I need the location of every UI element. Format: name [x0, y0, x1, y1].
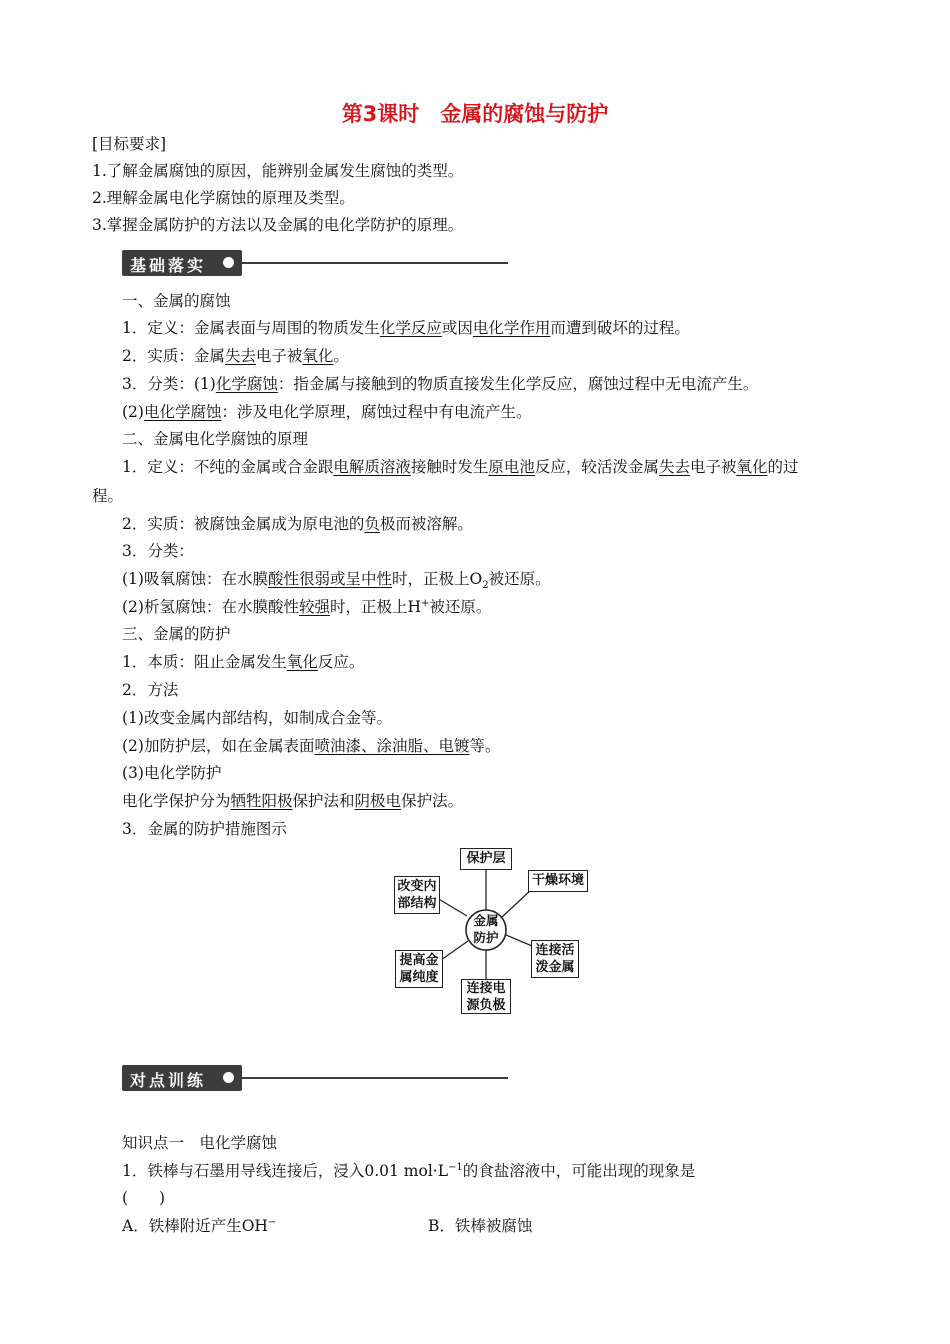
principle-definition-line: 1．定义：不纯的金属或合金跟电解质溶液接触时发生原电池反应，较活泼金属失去电子被氧化的过 [122, 458, 799, 476]
principle-classification: 3．分类： [122, 542, 194, 560]
definition-line: 1．定义：金属表面与周围的物质发生化学反应或因电化学作用而遭到破坏的过程。 [122, 319, 690, 337]
classification-line: 3．分类：(1)化学腐蚀：指金属与接触到的物质直接发生化学反应，腐蚀过程中无电流产生。 [122, 375, 759, 393]
section-banner-practice [122, 1065, 508, 1091]
oxygen-corrosion-line: (1)吸氧腐蚀：在水膜酸性很弱或呈中性时，正极上$O_2$被还原。 [122, 570, 551, 592]
method-line: (2)加防护层，如在金属表面喷油漆、涂油脂、电镀等。 [122, 737, 501, 755]
page-title: 第3课时 金属的腐蚀与防护 [341, 102, 609, 126]
diagram-caption: 3．金属的防护措施图示 [122, 820, 287, 838]
essence-line: 2．实质：金属失去电子被氧化。 [122, 347, 349, 365]
goal-item: 1.了解金属腐蚀的原因，能辨别金属发生腐蚀的类型。 [92, 162, 464, 180]
bullet-dot-icon [223, 1072, 234, 1083]
banner-rule [242, 1077, 508, 1079]
hydrogen-corrosion-line: (2)析氢腐蚀：在水膜酸性较强时，正极上H+被还原。 [122, 597, 492, 616]
node-connect-active-metal: 连接活 泼金属 [531, 940, 579, 978]
banner-label: 对点训练 [130, 1071, 207, 1090]
node-change-structure: 改变内 部结构 [394, 876, 440, 914]
goal-item: 2.理解金属电化学腐蚀的原理及类型。 [92, 189, 355, 207]
option-a: A．铁棒附近产生OH− [122, 1216, 277, 1235]
answer-blank: ( ) [122, 1189, 166, 1207]
question-1: 1．铁棒与石墨用导线连接后，浸入0.01 $mol\cdot L^{-1}$的食盐溶液中，可能出现的现象是 [122, 1161, 696, 1180]
node-connect-negative: 连接电 源负极 [461, 979, 511, 1014]
method-line: (3)电化学防护 [122, 764, 222, 782]
banner-label: 基础落实 [130, 256, 207, 275]
option-b: B．铁棒被腐蚀 [428, 1217, 533, 1235]
goal-item: 3.掌握金属防护的方法以及金属的电化学防护的原理。 [92, 216, 464, 234]
methods-heading: 2．方法 [122, 681, 179, 699]
node-dry-environment: 干燥环境 [528, 870, 588, 892]
electrochem-protection-line: 电化学保护分为牺牲阳极保护法和阴极电保护法。 [122, 792, 464, 810]
principle-definition-cont: 程。 [92, 487, 124, 505]
heading-protection: 三、金属的防护 [122, 625, 231, 643]
heading-corrosion: 一、金属的腐蚀 [122, 292, 231, 310]
node-protective-layer: 保护层 [460, 848, 512, 870]
center-label: 金属 防护 [473, 913, 499, 945]
heading-principle: 二、金属电化学腐蚀的原理 [122, 430, 309, 448]
node-improve-purity: 提高金 属纯度 [395, 950, 443, 988]
principle-essence-line: 2．实质：被腐蚀金属成为原电池的负极而被溶解。 [122, 515, 473, 533]
knowledge-point: 知识点一 电化学腐蚀 [122, 1134, 278, 1152]
protection-essence-line: 1．本质：阻止金属发生氧化反应。 [122, 653, 365, 671]
method-line: (1)改变金属内部结构，如制成合金等。 [122, 709, 392, 727]
goals-header: [目标要求] [92, 135, 167, 153]
electrochem-corrosion-line: (2)电化学腐蚀：涉及电化学原理，腐蚀过程中有电流产生。 [122, 403, 532, 421]
